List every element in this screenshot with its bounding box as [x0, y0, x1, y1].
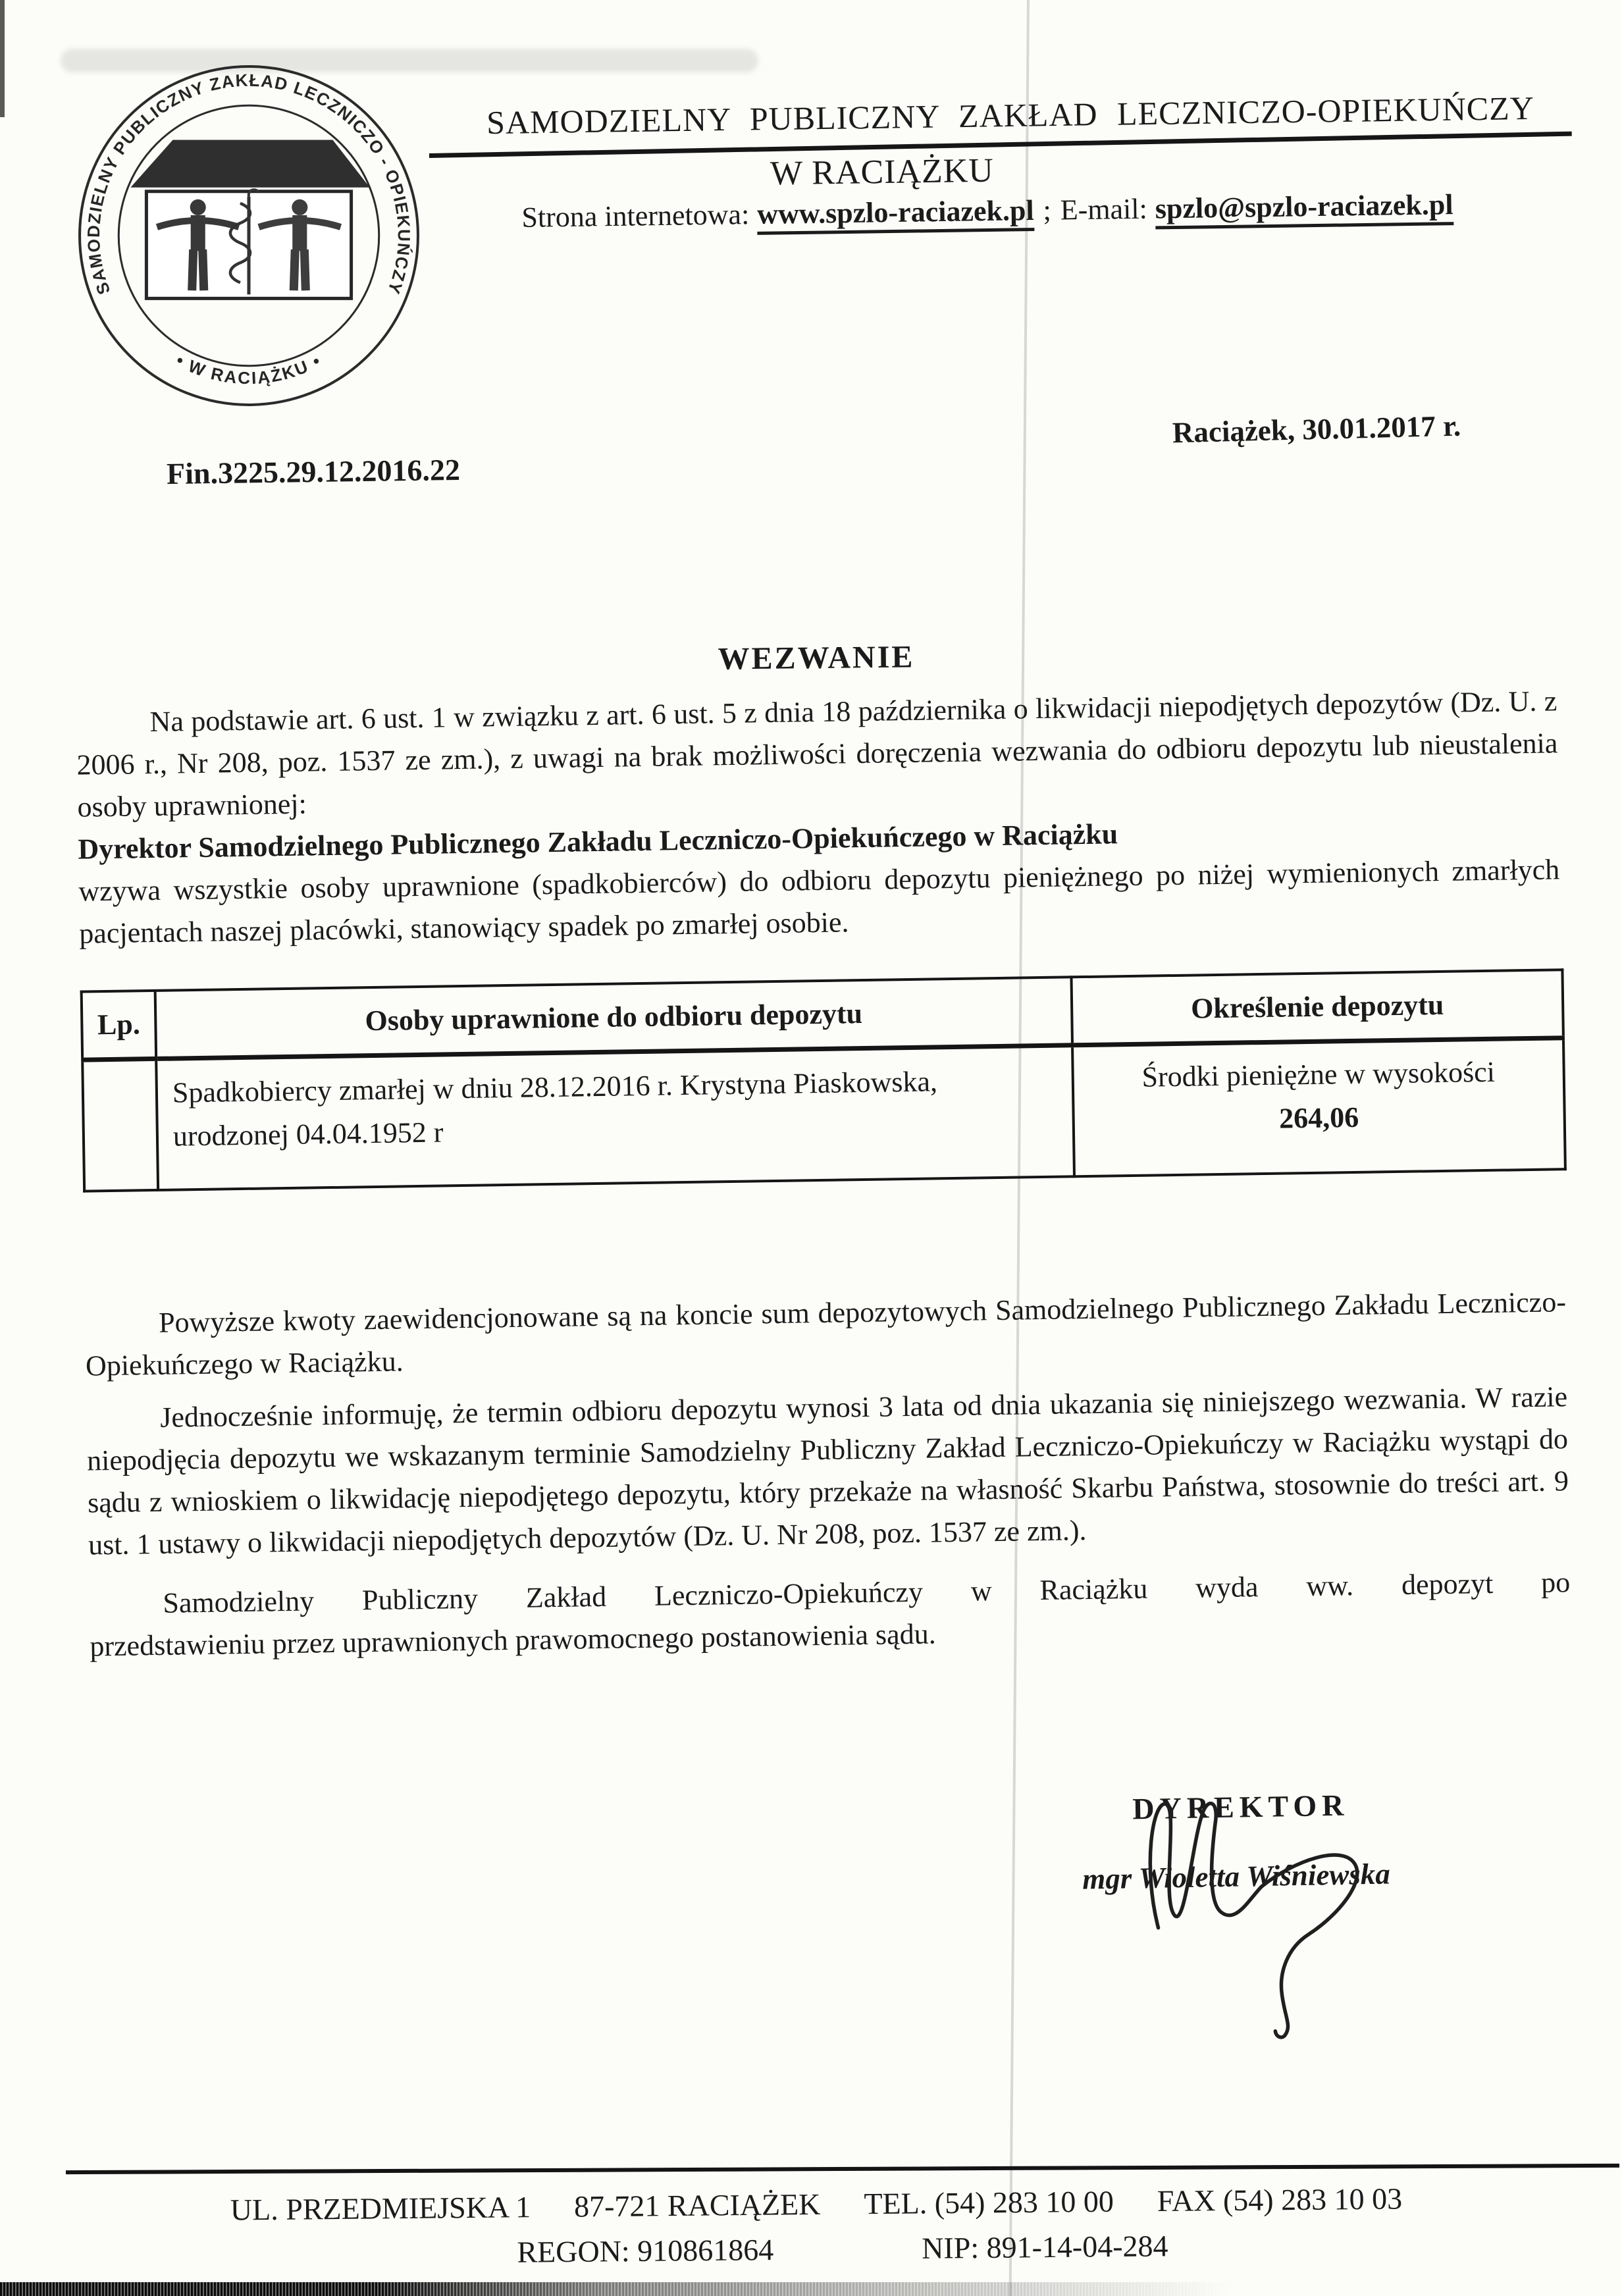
scan-edge-mark: [0, 0, 5, 117]
footer-regon: REGON: 910861864: [517, 2233, 774, 2269]
footer-fax: FAX (54) 283 10 03: [1157, 2181, 1403, 2218]
paragraph-accounts: Powyższe kwoty zaewidencjonowane są na koncie sum depozytowych Samodzielnego Publicznego Zakładu Leczniczo-Opiekuńczego w Raciążku.: [85, 1286, 1567, 1382]
seal-ring-text-bottom: • W RACIĄŻKU •: [172, 350, 325, 388]
signature-block: [1014, 1758, 1428, 2054]
email-label: E-mail:: [1060, 192, 1148, 226]
table-row: [82, 1038, 1565, 1191]
seal-ring-text: SAMODZIELNY PUBLICZNY ZAKŁAD LECZNICZO - OPIEKUŃCZY: [83, 70, 414, 298]
deposit-amount: 264,06: [1278, 1101, 1359, 1135]
place-and-date: Raciążek, 30.01.2017 r.: [1172, 409, 1461, 450]
cell-lp: [82, 1058, 158, 1191]
header-cell-lp: Lp.: [82, 991, 157, 1060]
header-cell-entitled: Osoby uprawnione do odbioru depozytu: [155, 977, 1072, 1058]
footer-tel: TEL. (54) 283 10 00: [864, 2184, 1114, 2221]
paragraph-legal-basis: Na podstawie art. 6 ust. 1 w związku z art. 6 ust. 5 z dnia 18 października o likwidacji niepodjętych depozytów (Dz. U. z 2006 r., Nr 208, poz. 1537 ze zm.), z uwagi na brak możliwości doręczenia wezwania do odbioru depozytu lub nieustalenia osoby uprawnionej:: [76, 685, 1558, 823]
contact-separator: ;: [1043, 194, 1052, 226]
header-cell-deposit: Określenie depozytu: [1071, 970, 1563, 1045]
document-title: WEZWANIE: [718, 639, 915, 677]
website-link: www.spzlo-raciazek.pl: [757, 194, 1034, 235]
footer-rule: [66, 2164, 1619, 2174]
deposit-description: Środki pieniężne w wysokości: [1141, 1055, 1496, 1093]
paragraph-summons: wzywa wszystkie osoby uprawnione (spadkobierców) do odbioru depozytu pieniężnego po niżej wymienionych zmarłych pacjentach naszej placówki, stanowiący spadek po zmarłej osobie.: [78, 853, 1560, 950]
cell-entitled: Spadkobiercy zmarłej w dniu 28.12.2016 r. Krystyna Piaskowska, urodzonej 04.04.1952 r: [156, 1045, 1074, 1190]
paragraph-deadline: Jednocześnie informuję, że termin odbioru depozytu wynosi 3 lata od dnia ukazania się niniejszego wezwania. W razie niepodjęcia depozytu we wskazanym terminie Samodzielny Publiczny Zakład Leczniczo-Opiekuńczy w Raciążku wystąpi do sądu z wnioskiem o likwidację niepodjętego depozytu, który przekaże na własność Skarbu Państwa, stosownie do treści art. 9 ust. 1 ustawy o likwidacji niepodjętych depozytów (Dz. U. Nr 208, poz. 1537 ze zm.).: [86, 1380, 1569, 1561]
paragraph-release-line1: Samodzielny Publiczny Zakład Leczniczo-Opiekuńczy w Raciążku wyda ww. depozyt po: [163, 1566, 1571, 1619]
footer-address-line: [76, 2179, 1557, 2229]
organization-seal: [74, 61, 424, 411]
email-link: spzlo@spzlo-raciazek.pl: [1155, 188, 1453, 229]
org-name-line2: W RACIĄŻKU: [770, 151, 995, 193]
org-name-line1: SAMODZIELNY PUBLICZNY ZAKŁAD LECZNICZO-OPIEKUŃCZY: [486, 89, 1535, 142]
footer-postal-city: 87-721 RACIĄŻEK: [573, 2187, 821, 2224]
svg-text:• W RACIĄŻKU •: [172, 350, 325, 388]
deposits-table: [80, 968, 1567, 1192]
scan-bottom-band: [0, 2282, 1254, 2296]
reference-number: Fin.3225.29.12.2016.22: [166, 452, 461, 491]
paragraph-release-line2: przedstawieniu przez uprawnionych prawomocnego postanowienia sądu.: [90, 1617, 936, 1663]
website-label: Strona internetowa:: [521, 198, 750, 234]
signature-role: DYREKTOR: [1132, 1788, 1349, 1826]
paragraph-release: [89, 1561, 1571, 1667]
seal-house-roof-icon: [130, 140, 369, 187]
footer-ids-line: [76, 2224, 1609, 2274]
footer-address: UL. PRZEDMIEJSKA 1: [230, 2190, 531, 2227]
paragraph-director: Dyrektor Samodzielnego Publicznego Zakładu Leczniczo-Opiekuńczego w Raciążku: [78, 818, 1118, 866]
footer-nip: NIP: 891-14-04-284: [921, 2229, 1168, 2265]
handwritten-signature-icon: [1014, 1758, 1428, 2054]
signature-name: mgr Wioletta Wiśniewska: [1082, 1857, 1391, 1896]
cell-deposit: [1072, 1038, 1565, 1177]
document-body: [76, 680, 1571, 1667]
